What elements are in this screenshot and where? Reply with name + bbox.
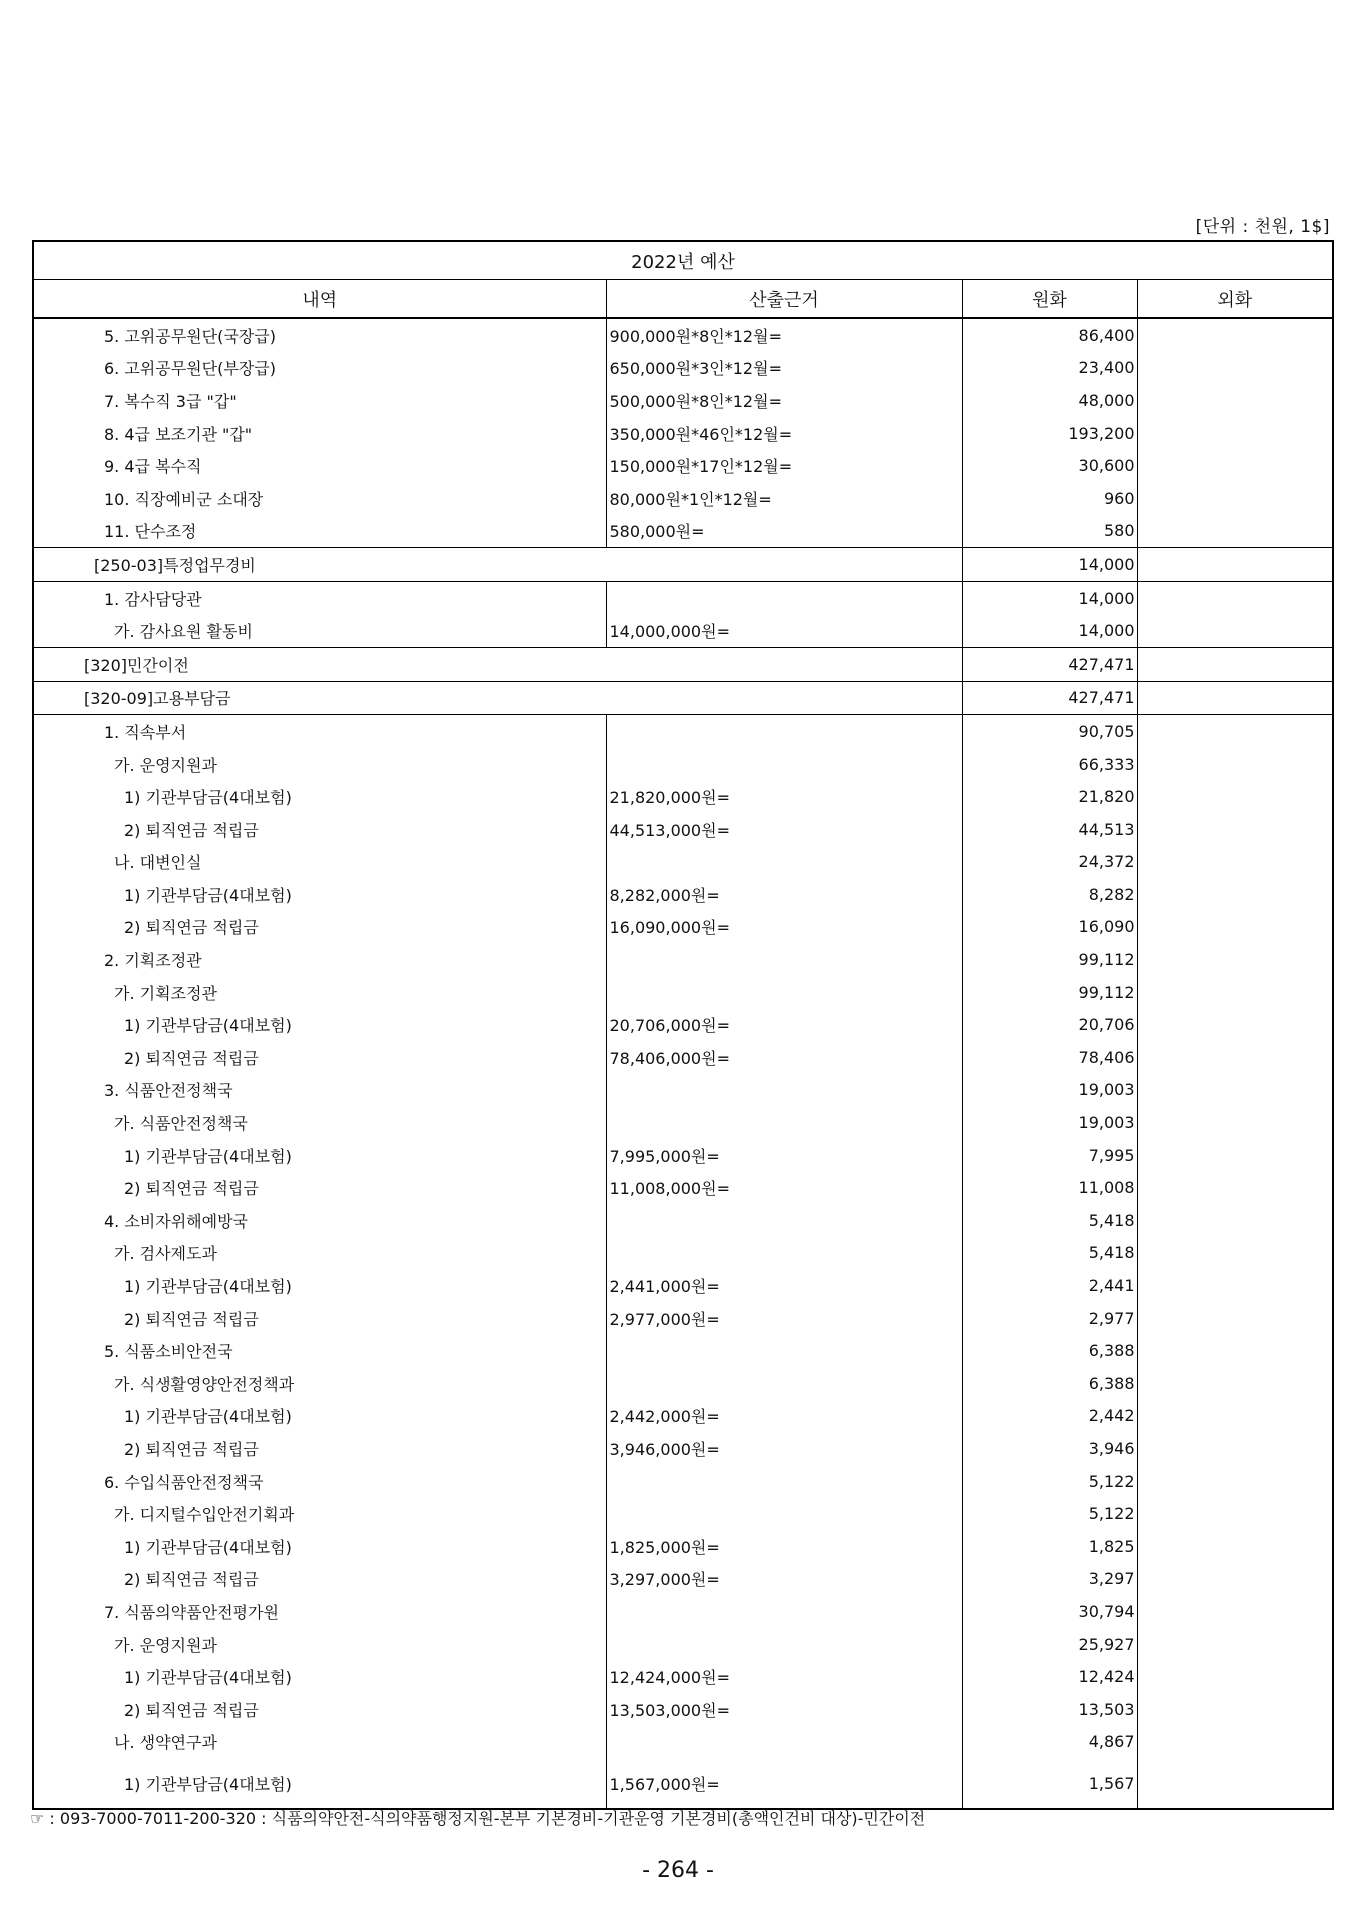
row-foreign [1137, 1497, 1333, 1530]
footnote: ☞ : 093-7000-7011-200-320 : 식품의약안전-식의약품행정지원-본부 기본경비-기관운영 기본경비(총액인건비 대상)-민간이전 [30, 1809, 926, 1828]
row-item: 1) 기관부담금(4대보험) [33, 780, 606, 813]
row-foreign [1137, 1726, 1333, 1759]
row-basis: 78,406,000원= [606, 1041, 962, 1074]
row-krw: 13,503 [962, 1693, 1137, 1726]
row-basis [606, 846, 962, 879]
row-foreign [1137, 780, 1333, 813]
table-row [33, 352, 1333, 385]
row-item: 10. 직장예비군 소대장 [33, 482, 606, 515]
table-row [33, 1269, 1333, 1302]
row-item: 1) 기관부담금(4대보험) [33, 1139, 606, 1172]
row-basis: 2,977,000원= [606, 1302, 962, 1335]
row-basis [606, 1497, 962, 1530]
table-body [33, 318, 1333, 1809]
table-row [33, 1595, 1333, 1628]
table-row [33, 1465, 1333, 1498]
row-basis: 13,503,000원= [606, 1693, 962, 1726]
row-krw: 24,372 [962, 846, 1137, 879]
table-row [33, 911, 1333, 944]
row-item: 가. 검사제도과 [33, 1237, 606, 1270]
row-foreign [1137, 1139, 1333, 1172]
row-foreign [1137, 1204, 1333, 1237]
table-row [33, 1628, 1333, 1661]
row-item: 2. 기획조정관 [33, 943, 606, 976]
row-item: 1) 기관부담금(4대보험) [33, 1008, 606, 1041]
row-krw: 427,471 [962, 647, 1137, 681]
row-foreign [1137, 318, 1333, 352]
row-krw: 21,820 [962, 780, 1137, 813]
row-basis: 580,000원= [606, 515, 962, 548]
row-basis: 350,000원*46인*12월= [606, 417, 962, 450]
table-row [33, 1334, 1333, 1367]
row-foreign [1137, 748, 1333, 781]
table-row [33, 715, 1333, 748]
row-krw: 14,000 [962, 614, 1137, 647]
row-krw: 5,122 [962, 1497, 1137, 1530]
row-item: 2) 퇴직연금 적립금 [33, 1171, 606, 1204]
row-foreign [1137, 352, 1333, 385]
row-item: 가. 감사요원 활동비 [33, 614, 606, 647]
row-krw: 11,008 [962, 1171, 1137, 1204]
row-basis: 8,282,000원= [606, 878, 962, 911]
row-basis [606, 715, 962, 748]
row-basis: 11,008,000원= [606, 1171, 962, 1204]
row-basis: 20,706,000원= [606, 1008, 962, 1041]
table-row [33, 482, 1333, 515]
row-basis [606, 1237, 962, 1270]
row-foreign [1137, 515, 1333, 548]
row-item: 가. 운영지원과 [33, 1628, 606, 1661]
row-foreign [1137, 943, 1333, 976]
row-basis: 3,297,000원= [606, 1563, 962, 1596]
row-foreign [1137, 1660, 1333, 1693]
row-foreign [1137, 1074, 1333, 1107]
row-krw: 960 [962, 482, 1137, 515]
row-item: 가. 디지털수입안전기획과 [33, 1497, 606, 1530]
row-basis: 44,513,000원= [606, 813, 962, 846]
row-krw: 48,000 [962, 384, 1137, 417]
row-krw: 7,995 [962, 1139, 1137, 1172]
row-krw: 23,400 [962, 352, 1137, 385]
row-foreign [1137, 581, 1333, 614]
table-row [33, 1041, 1333, 1074]
row-basis [606, 1334, 962, 1367]
row-krw: 2,977 [962, 1302, 1137, 1335]
row-item: 2) 퇴직연금 적립금 [33, 911, 606, 944]
row-foreign [1137, 878, 1333, 911]
table-header-row [33, 280, 1333, 319]
row-basis [606, 1726, 962, 1759]
row-krw: 580 [962, 515, 1137, 548]
row-basis: 80,000원*1인*12월= [606, 482, 962, 515]
row-basis: 2,442,000원= [606, 1400, 962, 1433]
row-foreign [1137, 1595, 1333, 1628]
row-item: 1) 기관부담금(4대보험) [33, 878, 606, 911]
row-item: [320-09]고용부담금 [33, 681, 962, 715]
header-foreign: 외화 [1137, 280, 1333, 319]
row-item: 1) 기관부담금(4대보험) [33, 1269, 606, 1302]
row-item: 7. 복수직 3급 "갑" [33, 384, 606, 417]
row-krw: 5,418 [962, 1237, 1137, 1270]
row-item: 1. 직속부서 [33, 715, 606, 748]
row-krw: 3,946 [962, 1432, 1137, 1465]
row-krw: 90,705 [962, 715, 1137, 748]
row-krw: 86,400 [962, 318, 1137, 352]
table-row [33, 878, 1333, 911]
row-basis: 3,946,000원= [606, 1432, 962, 1465]
row-foreign [1137, 1367, 1333, 1400]
table-row [33, 1497, 1333, 1530]
table-row [33, 384, 1333, 417]
row-item: 가. 기획조정관 [33, 976, 606, 1009]
row-krw: 1,825 [962, 1530, 1137, 1563]
row-foreign [1137, 1563, 1333, 1596]
row-basis: 150,000원*17인*12월= [606, 449, 962, 482]
table-row [33, 1106, 1333, 1139]
table-row [33, 1302, 1333, 1335]
row-basis [606, 1367, 962, 1400]
row-krw: 193,200 [962, 417, 1137, 450]
table-row [33, 1432, 1333, 1465]
table-row [33, 1237, 1333, 1270]
unit-label: [단위 : 천원, 1$] [1195, 217, 1330, 237]
row-krw: 78,406 [962, 1041, 1137, 1074]
row-basis: 2,441,000원= [606, 1269, 962, 1302]
table-row [33, 614, 1333, 647]
row-basis: 500,000원*8인*12월= [606, 384, 962, 417]
table-row [33, 1139, 1333, 1172]
table-row [33, 318, 1333, 352]
row-krw: 427,471 [962, 681, 1137, 715]
row-item: 3. 식품안전정책국 [33, 1074, 606, 1107]
table-row [33, 943, 1333, 976]
table-row [33, 1074, 1333, 1107]
row-foreign [1137, 1628, 1333, 1661]
row-item: 가. 식생활영양안전정책과 [33, 1367, 606, 1400]
table-row [33, 1400, 1333, 1433]
row-basis: 7,995,000원= [606, 1139, 962, 1172]
row-item: 6. 고위공무원단(부장급) [33, 352, 606, 385]
row-krw: 19,003 [962, 1106, 1137, 1139]
table-row [33, 1367, 1333, 1400]
row-krw: 30,794 [962, 1595, 1137, 1628]
row-foreign [1137, 548, 1333, 582]
row-basis [606, 1595, 962, 1628]
row-item: 2) 퇴직연금 적립금 [33, 813, 606, 846]
table-row [33, 1563, 1333, 1596]
row-basis [606, 1074, 962, 1107]
row-krw: 19,003 [962, 1074, 1137, 1107]
table-row [33, 647, 1333, 681]
row-item: 나. 대변인실 [33, 846, 606, 879]
row-foreign [1137, 813, 1333, 846]
row-item: 2) 퇴직연금 적립금 [33, 1693, 606, 1726]
row-foreign [1137, 1465, 1333, 1498]
row-item: 가. 식품안전정책국 [33, 1106, 606, 1139]
row-item: 5. 식품소비안전국 [33, 1334, 606, 1367]
table-row [33, 1660, 1333, 1693]
header-krw: 원화 [962, 280, 1137, 319]
row-krw: 2,441 [962, 1269, 1137, 1302]
row-item: 가. 운영지원과 [33, 748, 606, 781]
row-item: [250-03]특정업무경비 [33, 548, 962, 582]
row-krw: 30,600 [962, 449, 1137, 482]
row-foreign [1137, 976, 1333, 1009]
row-item: 9. 4급 복수직 [33, 449, 606, 482]
row-foreign [1137, 1106, 1333, 1139]
row-foreign [1137, 1008, 1333, 1041]
row-foreign [1137, 1432, 1333, 1465]
row-krw: 66,333 [962, 748, 1137, 781]
page-number: - 264 - [642, 1858, 714, 1883]
row-basis [606, 1106, 962, 1139]
row-krw: 1,567 [962, 1758, 1137, 1809]
table-row [33, 1758, 1333, 1809]
table-row [33, 813, 1333, 846]
row-foreign [1137, 715, 1333, 748]
table-row [33, 1530, 1333, 1563]
row-krw: 5,122 [962, 1465, 1137, 1498]
row-basis: 12,424,000원= [606, 1660, 962, 1693]
row-foreign [1137, 1693, 1333, 1726]
row-krw: 14,000 [962, 548, 1137, 582]
table-row [33, 548, 1333, 582]
row-basis: 16,090,000원= [606, 911, 962, 944]
row-foreign [1137, 1237, 1333, 1270]
row-krw: 4,867 [962, 1726, 1137, 1759]
table-row [33, 748, 1333, 781]
row-foreign [1137, 681, 1333, 715]
table-row [33, 681, 1333, 715]
row-krw: 8,282 [962, 878, 1137, 911]
row-foreign [1137, 417, 1333, 450]
table-row [33, 846, 1333, 879]
table-row [33, 1204, 1333, 1237]
row-krw: 2,442 [962, 1400, 1137, 1433]
row-item: 1) 기관부담금(4대보험) [33, 1758, 606, 1809]
row-foreign [1137, 449, 1333, 482]
row-basis: 1,825,000원= [606, 1530, 962, 1563]
row-foreign [1137, 1334, 1333, 1367]
row-krw: 6,388 [962, 1334, 1137, 1367]
row-krw: 5,418 [962, 1204, 1137, 1237]
row-item: [320]민간이전 [33, 647, 962, 681]
row-foreign [1137, 911, 1333, 944]
row-foreign [1137, 384, 1333, 417]
budget-table [32, 240, 1334, 1810]
row-basis [606, 1204, 962, 1237]
row-basis [606, 976, 962, 1009]
row-basis: 900,000원*8인*12월= [606, 318, 962, 352]
row-foreign [1137, 1041, 1333, 1074]
row-krw: 25,927 [962, 1628, 1137, 1661]
row-basis: 21,820,000원= [606, 780, 962, 813]
row-item: 2) 퇴직연금 적립금 [33, 1432, 606, 1465]
table-row [33, 1726, 1333, 1759]
row-foreign [1137, 1269, 1333, 1302]
row-item: 나. 생약연구과 [33, 1726, 606, 1759]
row-basis [606, 1465, 962, 1498]
row-basis [606, 1628, 962, 1661]
row-item: 1) 기관부담금(4대보험) [33, 1660, 606, 1693]
table-row [33, 417, 1333, 450]
row-krw: 3,297 [962, 1563, 1137, 1596]
row-item: 5. 고위공무원단(국장급) [33, 318, 606, 352]
row-item: 11. 단수조정 [33, 515, 606, 548]
row-krw: 12,424 [962, 1660, 1137, 1693]
row-basis [606, 581, 962, 614]
row-krw: 16,090 [962, 911, 1137, 944]
table-row [33, 581, 1333, 614]
row-item: 8. 4급 보조기관 "갑" [33, 417, 606, 450]
row-krw: 99,112 [962, 943, 1137, 976]
row-item: 1. 감사담당관 [33, 581, 606, 614]
row-krw: 99,112 [962, 976, 1137, 1009]
row-item: 4. 소비자위해예방국 [33, 1204, 606, 1237]
row-item: 6. 수입식품안전정책국 [33, 1465, 606, 1498]
row-foreign [1137, 846, 1333, 879]
row-foreign [1137, 647, 1333, 681]
row-foreign [1137, 1758, 1333, 1809]
row-basis [606, 748, 962, 781]
row-krw: 14,000 [962, 581, 1137, 614]
row-krw: 44,513 [962, 813, 1137, 846]
row-basis: 14,000,000원= [606, 614, 962, 647]
row-foreign [1137, 614, 1333, 647]
table-title: 2022년 예산 [33, 241, 1333, 280]
row-item: 1) 기관부담금(4대보험) [33, 1530, 606, 1563]
table-row [33, 515, 1333, 548]
row-item: 2) 퇴직연금 적립금 [33, 1041, 606, 1074]
row-foreign [1137, 1171, 1333, 1204]
table-row [33, 449, 1333, 482]
row-basis: 1,567,000원= [606, 1758, 962, 1809]
row-krw: 20,706 [962, 1008, 1137, 1041]
table-row [33, 1008, 1333, 1041]
table-title-row [33, 241, 1333, 280]
row-foreign [1137, 1302, 1333, 1335]
table-row [33, 1171, 1333, 1204]
row-item: 1) 기관부담금(4대보험) [33, 1400, 606, 1433]
table-row [33, 1693, 1333, 1726]
table-row [33, 976, 1333, 1009]
header-item: 내역 [33, 280, 606, 319]
row-item: 7. 식품의약품안전평가원 [33, 1595, 606, 1628]
row-foreign [1137, 1400, 1333, 1433]
row-krw: 6,388 [962, 1367, 1137, 1400]
header-basis: 산출근거 [606, 280, 962, 319]
row-basis [606, 943, 962, 976]
row-basis: 650,000원*3인*12월= [606, 352, 962, 385]
row-foreign [1137, 482, 1333, 515]
table-row [33, 780, 1333, 813]
row-item: 2) 퇴직연금 적립금 [33, 1563, 606, 1596]
row-item: 2) 퇴직연금 적립금 [33, 1302, 606, 1335]
row-foreign [1137, 1530, 1333, 1563]
